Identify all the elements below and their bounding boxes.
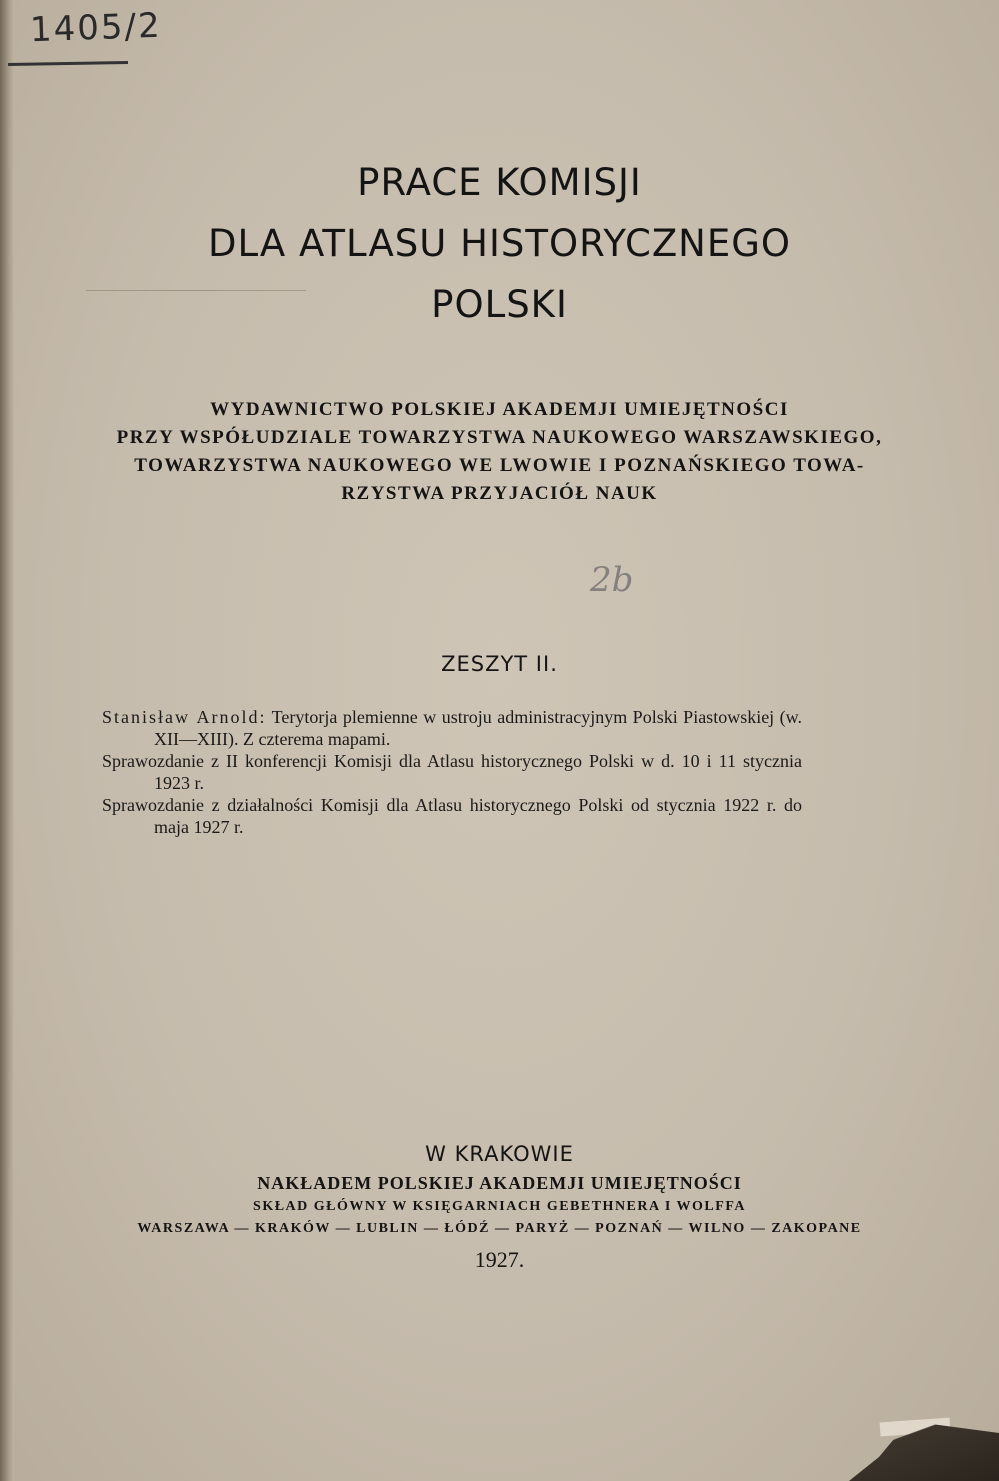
publisher-line-2: PRZY WSPÓŁUDZIALE TOWARZYSTWA NAUKOWEGO WARSZAWSKIEGO, [116, 427, 883, 448]
publisher-line-1: WYDAWNICTWO POLSKIEJ AKADEMJI UMIEJĘTNOŚCI [210, 399, 789, 420]
imprint-year: 1927. [474, 1247, 525, 1272]
publisher-line-3: TOWARZYSTWA NAUKOWEGO WE LWOWIE I POZNAŃSKIEGO TOWA- [134, 455, 865, 476]
imprint-block [0, 1138, 999, 1280]
publisher-block [0, 396, 999, 508]
pencil-annotation: 2b [590, 560, 634, 600]
shelfmark-handwritten: 1405/2 [29, 5, 163, 51]
contents-entry-3: Sprawozdanie z działalności Komisji dla Atlasu historycznego Polski od stycznia 1922 r. do maja 1927 r. [102, 795, 802, 837]
title-block [0, 152, 999, 335]
issue-heading [0, 652, 999, 676]
contents-author: Stanisław Arnold: [102, 707, 267, 727]
title-line-3: POLSKI [431, 283, 568, 326]
table-of-contents [102, 706, 802, 838]
publisher-line-4: RZYSTWA PRZYJACIÓŁ NAUK [341, 483, 658, 504]
title-line-2: DLA ATLASU HISTORYCZNEGO [207, 222, 792, 265]
contents-entry-1 [102, 706, 802, 750]
imprint-city: W KRAKOWIE [425, 1142, 574, 1166]
imprint-publisher: NAKŁADEM POLSKIEJ AKADEMJI UMIEJĘTNOŚCI [257, 1173, 742, 1193]
contents-entry-1-text: Terytorja plemienne w ustroju administracyjnym Polski Piastowskiej (w. XII—XIII). Z czterema mapami. [154, 707, 802, 749]
title-line-1: PRACE KOMISJI [357, 161, 642, 204]
imprint-cities: WARSZAWA — KRAKÓW — LUBLIN — ŁÓDŹ — PARYŻ — POZNAŃ — WILNO — ZAKOPANE [137, 1221, 862, 1236]
contents-entry-2: Sprawozdanie z II konferencji Komisji dla Atlasu historycznego Polski w d. 10 i 11 stycznia 1923 r. [102, 751, 802, 793]
paper-torn-corner [849, 1421, 999, 1481]
issue-number: ZESZYT II. [441, 652, 558, 676]
imprint-distributor: SKŁAD GŁÓWNY W KSIĘGARNIACH GEBETHNERA I WOLFFA [253, 1199, 746, 1214]
shelfmark-underline [8, 61, 128, 66]
